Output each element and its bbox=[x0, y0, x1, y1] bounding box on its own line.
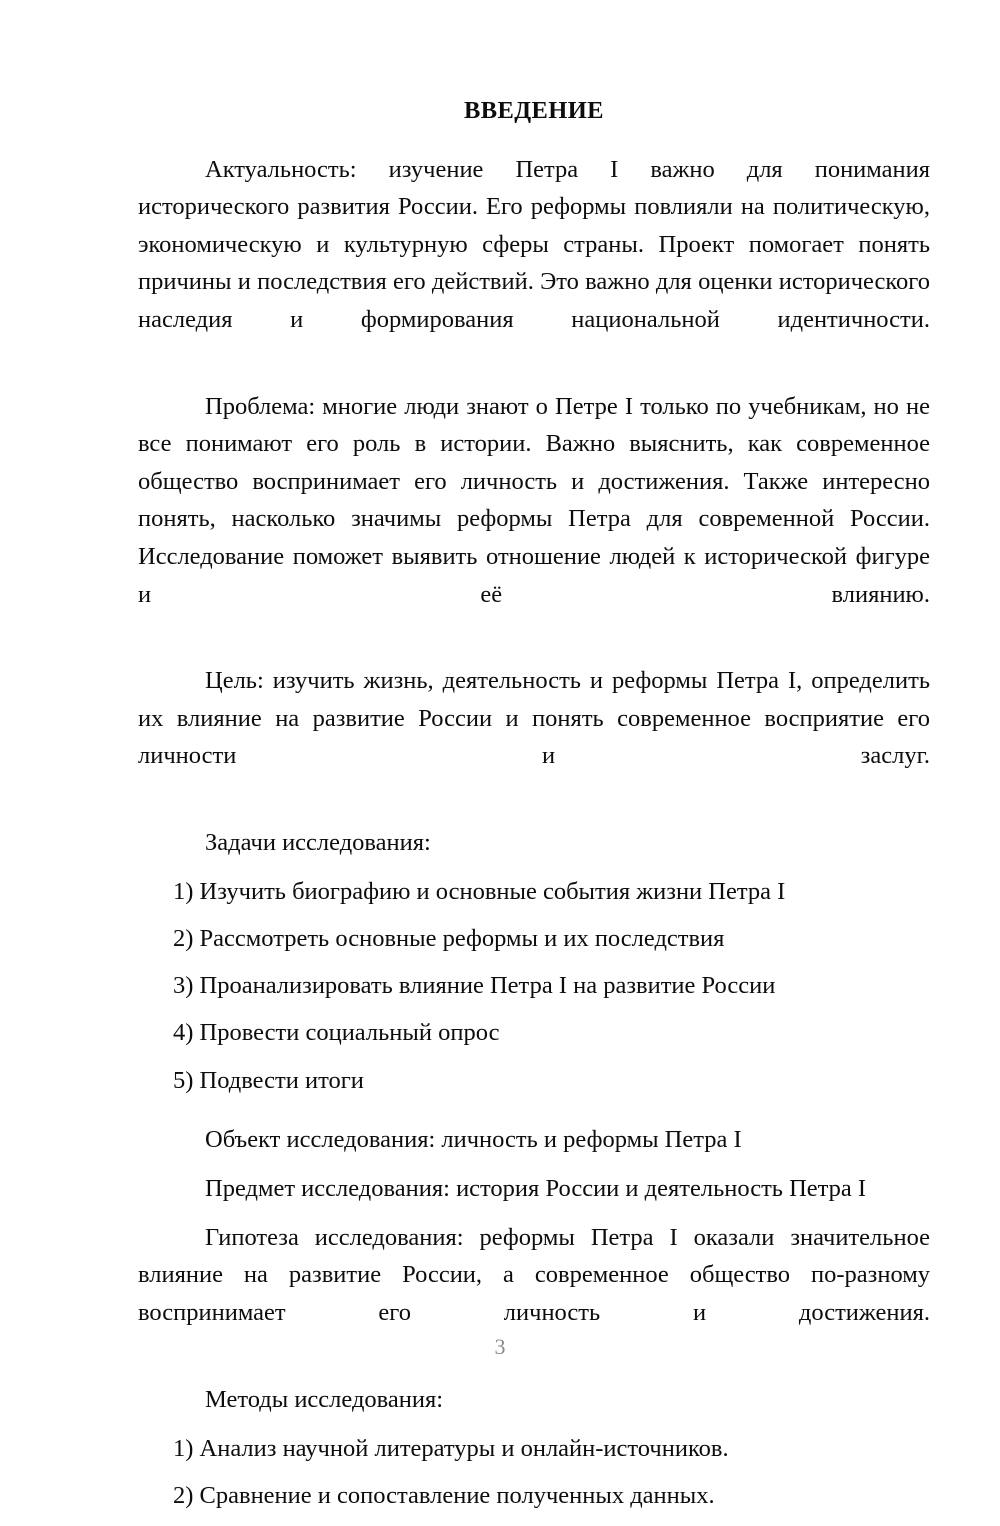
list-item: 2) Сравнение и сопоставление полученных данных. bbox=[173, 1481, 715, 1509]
spacer bbox=[138, 1111, 930, 1121]
paragraph-problem: Проблема: многие люди знают о Петре I только по учебникам, но не все понимают его роль в истории. Важно выяснить, как современное общество воспринимает его личность и достижения. Также интересно понять, насколько значимы реформы Петра для современной России. Исследование поможет выявить отношение людей к исторической фигуре и её влиянию. bbox=[138, 392, 930, 608]
paragraph-object: Объект исследования: личность и реформы Петра I bbox=[205, 1125, 742, 1153]
list-item: 3) Проанализировать влияние Петра I на развитие России bbox=[173, 972, 776, 1000]
list-item: 1) Анализ научной литературы и онлайн-источников. bbox=[173, 1434, 729, 1462]
paragraph-subject: Предмет исследования: история России и деятельность Петра I bbox=[205, 1174, 867, 1202]
page-title: ВВЕДЕНИЕ bbox=[464, 97, 604, 124]
list-item: 1) Изучить биографию и основные события жизни Петра I bbox=[173, 878, 786, 906]
heading-tasks: Задачи исследования: bbox=[205, 829, 431, 857]
list-item: 4) Провести социальный опрос bbox=[173, 1019, 500, 1047]
list-item: 5) Подвести итоги bbox=[173, 1066, 364, 1094]
list-item: 2) Рассмотреть основные реформы и их последствия bbox=[173, 925, 725, 953]
tasks-list bbox=[138, 873, 930, 1099]
page-number: 3 bbox=[494, 1334, 506, 1359]
paragraph-relevance: Актуальность: изучение Петра I важно для понимания исторического развития России. Его реформы повлияли на политическую, экономическую и культурную сферы страны. Проект помогает понять причины и последствия его действий. Это важно для оценки исторического наследия и формирования национальной идентичности. bbox=[138, 155, 930, 333]
paragraph-goal: Цель: изучить жизнь, деятельность и реформы Петра I, определить их влияние на развитие России и понять современное восприятие его личности и заслуг. bbox=[138, 667, 930, 770]
document-body bbox=[138, 92, 930, 1526]
paragraph-hypothesis: Гипотеза исследования: реформы Петра I оказали значительное влияние на развитие России, а современное общество по-разному воспринимает его личность и достижения. bbox=[138, 1223, 930, 1327]
heading-methods: Методы исследования: bbox=[205, 1385, 444, 1413]
methods-list bbox=[138, 1430, 930, 1515]
